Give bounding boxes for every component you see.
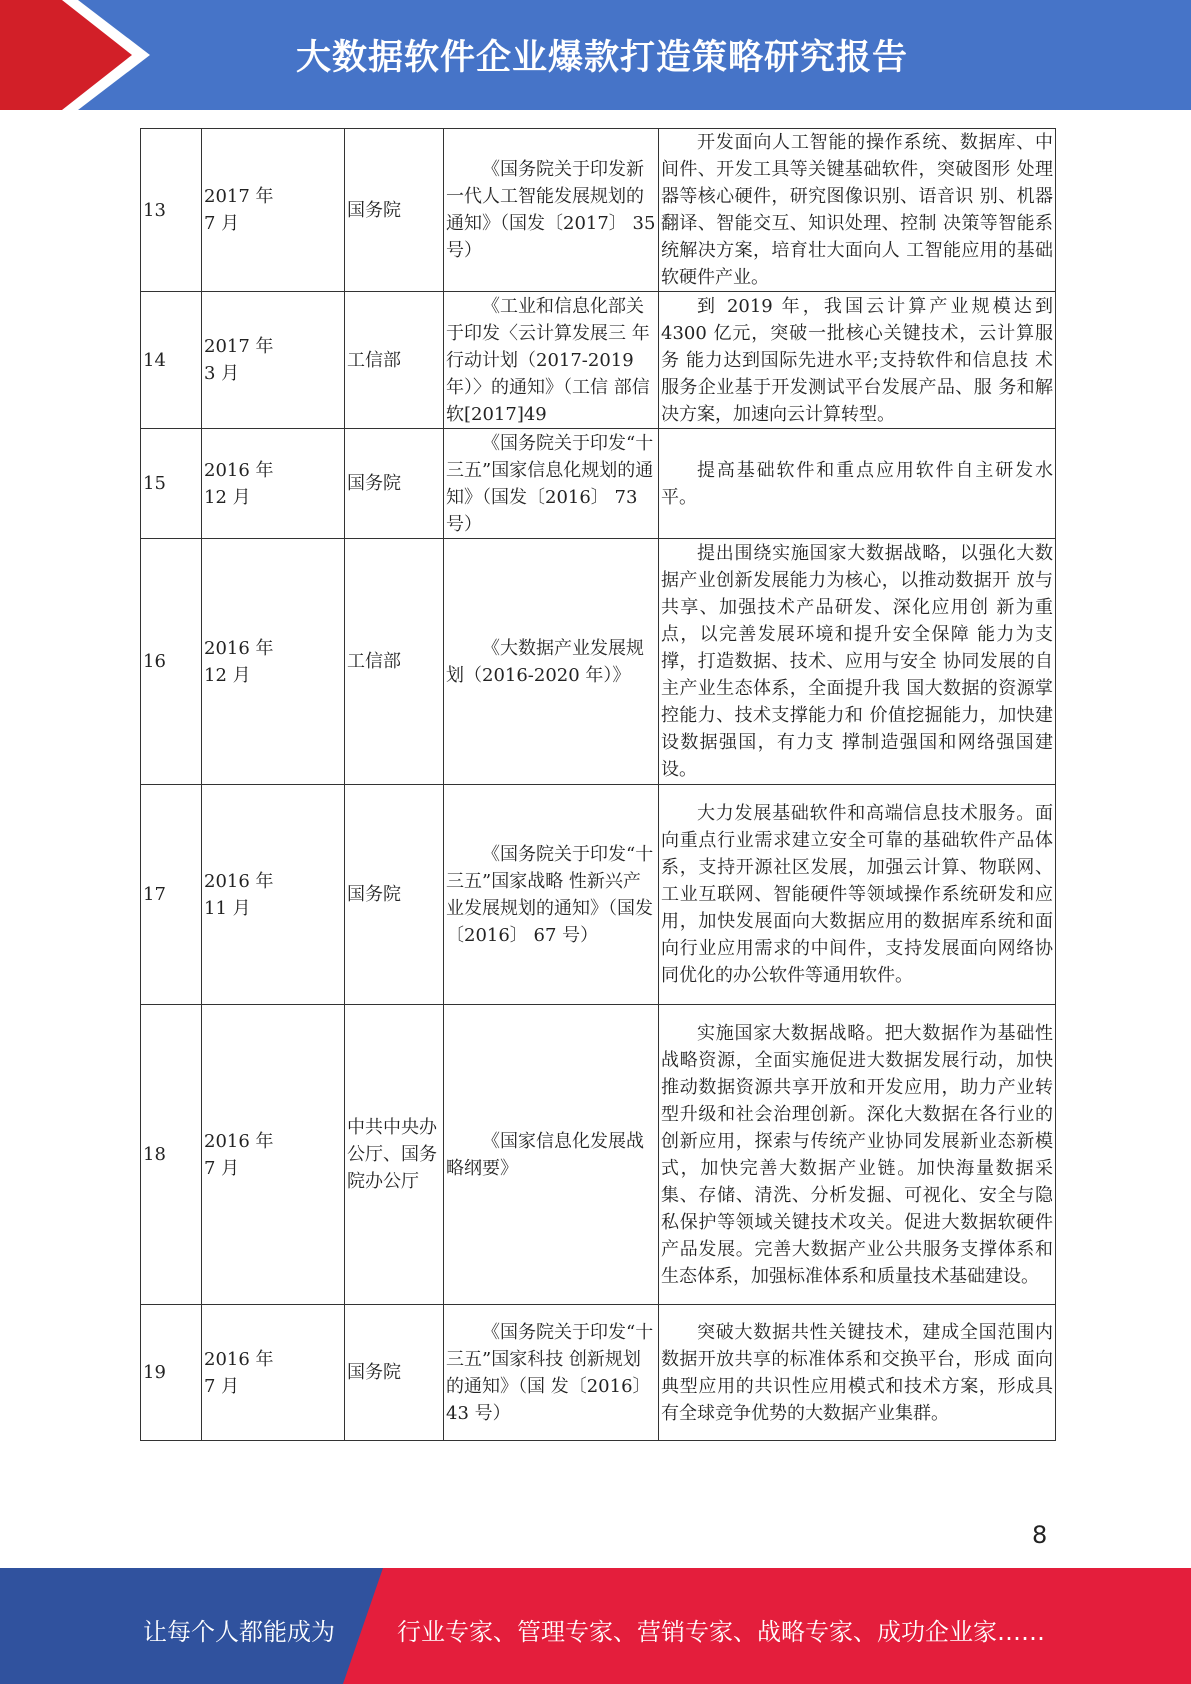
page-footer <box>0 1568 1191 1684</box>
policy-content: 突破大数据共性关键技术，建成全国范围内 数据开放共享的标准体系和交换平台，形成 面向典型应用的共识性应用模式和技术方案，形成具有全球竞争优势的大数据产业集群。 <box>659 1305 1056 1441</box>
footer-slogan-left: 让每个人都能成为 <box>143 1618 335 1646</box>
table-row <box>141 785 1056 1005</box>
policy-content: 提高基础软件和重点应用软件自主研发水 平。 <box>659 429 1056 539</box>
row-number: 14 <box>141 292 202 429</box>
table-row <box>141 1005 1056 1305</box>
page-number: 8 <box>1032 1521 1048 1549</box>
policy-document: 《国务院关于印发新 一代人工智能发展规划的通知》（国发〔2017〕 35 号） <box>444 129 659 292</box>
table-row <box>141 1305 1056 1441</box>
policy-content: 到 2019 年，我国云计算产业规模达到 4300 亿元，突破一批核心关键技术，云计算服务 能力达到国际先进水平;支持软件和信息技 术服务企业基于开发测试平台发展产品、服 务和解决方案，加速向云计算转型。 <box>659 292 1056 429</box>
policy-content: 大力发展基础软件和高端信息技术服务。面 向重点行业需求建立安全可靠的基础软件产品体系，支持开源社区发展，加强云计算、物联网、工业互联网、智能硬件等领域操作系统研发和应用，加快发展面向大数据应用的数据库系统和面向行业应用需求的中间件，支持发展面向网络协同优化的办公软件等通用软件。 <box>659 785 1056 1005</box>
policy-document: 《国家信息化发展战略纲要》 <box>444 1005 659 1305</box>
table-row <box>141 292 1056 429</box>
policy-content: 实施国家大数据战略。把大数据作为基础性 战略资源，全面实施促进大数据发展行动，加快推动数据资源共享开放和开发应用，助力产业转型升级和社会治理创新。深化大数据在各行业的创新应用，探索与传统产业协同发展新业态新模式，加快完善大数据产业链。加快海量数据采集、存储、清洗、分析发掘、可视化、安全与隐私保护等领域关键技术攻关。促进大数据软硬件产品发展。完善大数据产业公共服务支撑体系和生态体系，加强标准体系和质量技术基础建设。 <box>659 1005 1056 1305</box>
table-row <box>141 429 1056 539</box>
page-header <box>0 0 1191 110</box>
policy-document: 《工业和信息化部关 于印发〈云计算发展三 年行动计划（2017-2019 年）〉的通知》（工信 部信软[2017]49 <box>444 292 659 429</box>
policy-content: 提出围绕实施国家大数据战略，以强化大数 据产业创新发展能力为核心，以推动数据开 放与共享、加强技术产品研发、深化应用创 新为重点，以完善发展环境和提升安全保障 能力为支撑，打造数据、技术、应用与安全 协同发展的自主产业生态体系，全面提升我 国大数据的资源掌控能力、技术支撑能力和 价值挖掘能力，加快建设数据强国，有力支 撑制造强国和网络强国建设。 <box>659 539 1056 785</box>
table-row <box>141 539 1056 785</box>
issue-date: 2016 年 12 月 <box>202 429 345 539</box>
row-number: 16 <box>141 539 202 785</box>
issue-date: 2016 年 11 月 <box>202 785 345 1005</box>
issuing-department: 国务院 <box>345 1305 444 1441</box>
issuing-department: 中共中央办公厅、国务院办公厅 <box>345 1005 444 1305</box>
issuing-department: 工信部 <box>345 292 444 429</box>
row-number: 13 <box>141 129 202 292</box>
document-title: 大数据软件企业爆款打造策略研究报告 <box>296 38 909 78</box>
issue-date: 2017 年 7 月 <box>202 129 345 292</box>
issuing-department: 工信部 <box>345 539 444 785</box>
issue-date: 2016 年 7 月 <box>202 1005 345 1305</box>
header-red-chevron <box>0 0 160 110</box>
issuing-department: 国务院 <box>345 129 444 292</box>
policy-table <box>140 128 1056 1441</box>
issue-date: 2016 年 7 月 <box>202 1305 345 1441</box>
table-row <box>141 129 1056 292</box>
policy-document: 《国务院关于印发“十三五”国家科技 创新规划的通知》（国 发〔2016〕 43 号） <box>444 1305 659 1441</box>
issuing-department: 国务院 <box>345 785 444 1005</box>
policy-document: 《大数据产业发展规 划（2016-2020 年）》 <box>444 539 659 785</box>
policy-content: 开发面向人工智能的操作系统、数据库、中 间件、开发工具等关键基础软件，突破图形 处理器等核心硬件，研究图像识别、语音识 别、机器翻译、智能交互、知识处理、控制 决策等智能系统解决方案，培育壮大面向人 工智能应用的基础软硬件产业。 <box>659 129 1056 292</box>
policy-document: 《国务院关于印发“十三五”国家战略 性新兴产业发展规划的通知》（国发〔2016〕 67 号） <box>444 785 659 1005</box>
row-number: 19 <box>141 1305 202 1441</box>
issuing-department: 国务院 <box>345 429 444 539</box>
row-number: 17 <box>141 785 202 1005</box>
footer-slogan-right: 行业专家、管理专家、营销专家、战略专家、成功企业家…… <box>397 1618 1045 1646</box>
issue-date: 2016 年 12 月 <box>202 539 345 785</box>
row-number: 18 <box>141 1005 202 1305</box>
issue-date: 2017 年 3 月 <box>202 292 345 429</box>
policy-document: 《国务院关于印发“十三五”国家信息化规划的通知》（国发〔2016〕 73 号） <box>444 429 659 539</box>
row-number: 15 <box>141 429 202 539</box>
